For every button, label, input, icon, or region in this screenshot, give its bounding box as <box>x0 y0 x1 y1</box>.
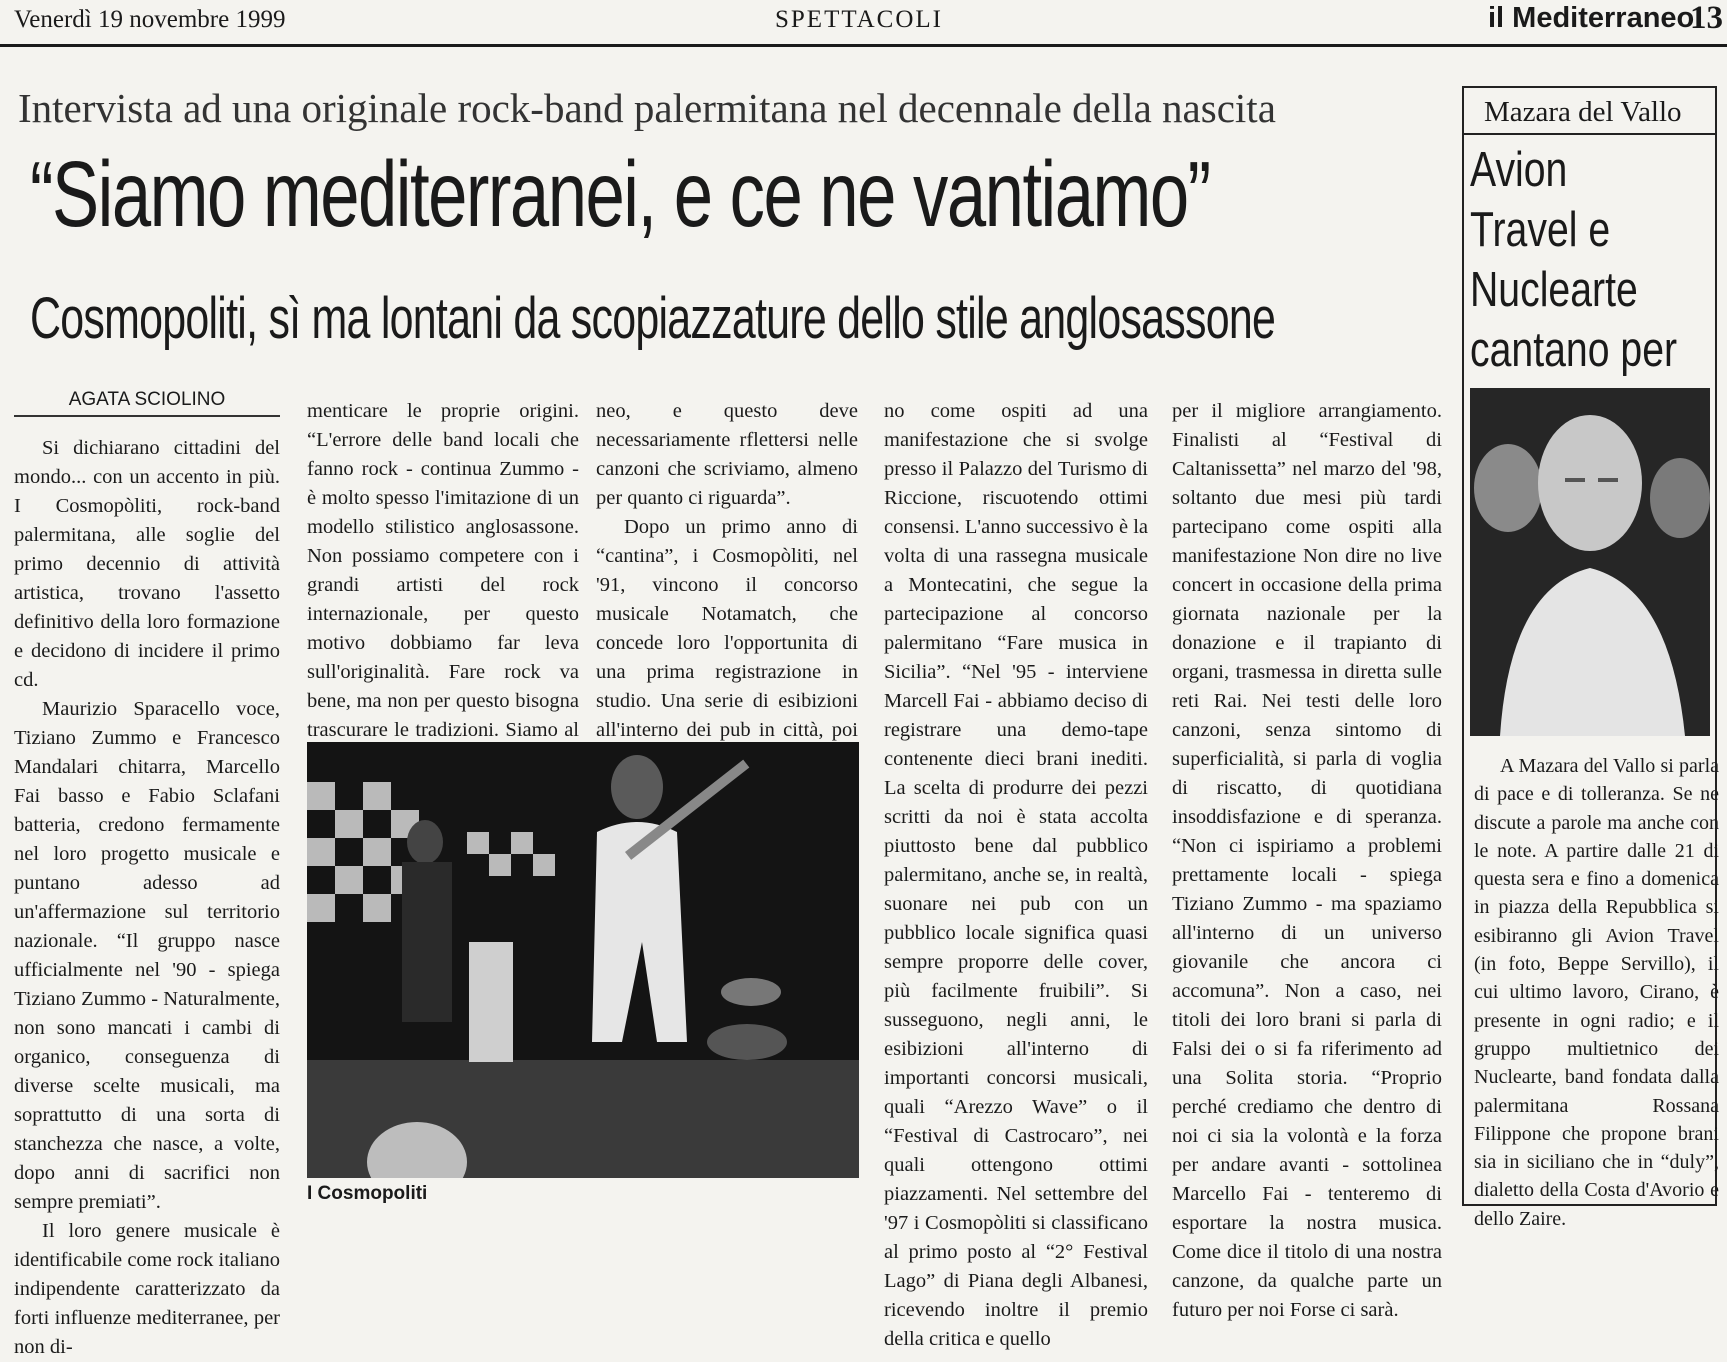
issue-date: Venerdì 19 novembre 1999 <box>14 6 286 33</box>
section-name: SPETTACOLI <box>775 6 943 33</box>
header-divider <box>0 44 1727 47</box>
article-column-5 <box>1172 397 1442 1325</box>
sidebar-divider <box>1462 133 1717 135</box>
photo-caption: I Cosmopoliti <box>307 1183 428 1204</box>
sidebar-photo-image <box>1470 388 1710 736</box>
paragraph: menticare le proprie origini. “L'errore delle band locali che fanno rock - continua Zummo - è molto spesso l'imitazione di un modello stilistico anglosassone. Non possiamo competere con i grandi artisti del rock internazionale, per questo motivo dobbiamo far leva sull'originalità. Fare rock va bene, ma non per questo bisogna trascurare le tradizioni. Siamo al <box>307 400 579 741</box>
byline-divider <box>14 415 280 417</box>
paragraph: per il migliore arrangiamento. Finalisti al “Festival di Caltanissetta” nel marzo del '98, soltanto due mesi più tardi partecipano come ospiti alla manifestazione Non dire no live concert in occasione della prima giornata nazionale per la donazione e il trapianto di organi, trasmessa in diretta sulle reti Rai. Nei testi delle loro canzoni, senza sintomo di superficialità, si parla di voglia di riscatto, di quotidiana insoddisfazione e di speranza. “Non ci ispiriamo a problemi prettamente locali - spiega Tiziano Zummo - ma spaziamo all'interno di un universo giovanile che ancora ci accomuna”. Non a caso, nei titoli dei loro brani si parla di Falsi dei o si fa riferimento ad una Solita storia. “Proprio perché crediamo che dentro di noi ci sia la volontà e la forza per andare avanti - sottolinea Marcello Fai - tenteremo di esportare la nostra musica. Come dice il titolo di una nostra canzone, da qualche parte un futuro per noi Forse ci sarà. <box>1172 400 1442 1321</box>
paragraph: Il loro genere musicale è identificabile come rock italiano indipendente caratterizzato da forti influenze mediterranee, per non di- <box>14 1220 280 1358</box>
paragraph: Dopo un primo anno di “cantina”, i Cosmopòliti, nel '91, vincono il concorso musicale Notamatch, che concede loro l'opportunita di una prima registrazione in studio. Una serie di esibizioni all'interno dei pub in città, poi <box>596 516 858 741</box>
band-photo-image <box>307 742 859 1178</box>
paragraph: Maurizio Sparacello voce, Tiziano Zummo e Francesco Mandalari chitarra, Marcello Fai basso e Fabio Sclafani batteria, credono fermamente nel loro progetto musicale e puntano adesso ad un'affermazione sul territorio nazionale. “Il gruppo nasce ufficialmente nel '90 - spiega Tiziano Zummo - Naturalmente, non sono mancati i cambi di organico, conseguenza di diverse scelte musicali, ma soprattutto di una sorta di stanchezza che nasce, a volte, dopo anni di sacrifici non sempre premiati”. <box>14 698 280 1213</box>
sidebar-photo <box>1470 388 1710 736</box>
article-subtitle: Cosmopoliti, sì ma lontani da scopiazzature dello stile anglosassone <box>30 286 1276 351</box>
sidebar-body <box>1474 752 1719 1233</box>
byline: AGATA SCIOLINO <box>68 389 226 410</box>
article-column-3 <box>596 397 858 774</box>
article-column-2 <box>307 397 579 774</box>
article-column-1 <box>14 434 280 1362</box>
sidebar-kicker: Mazara del Vallo <box>1484 96 1682 128</box>
article-title: “Siamo mediterranei, e ce ne vantiamo” <box>30 142 1210 246</box>
paragraph: no come ospiti ad una manifestazione che si svolge presso il Palazzo del Turismo di Riccione, riscuotendo ottimi consensi. L'anno successivo è la volta di una rassegna musicale a Montecatini, che segue la partecipazione al concorso palermitano “Fare musica in Sicilia”. “Nel '95 - interviene Marcell Fai - abbiamo deciso di registrare una demo-tape contenente dieci brani inediti. La scelta di produrre dei pezzi scritti da noi è stata accolta piuttosto bene dal pubblico palermitano, anche se, in realtà, suonare nei pub con un pubblico locale significa quasi sempre proporre delle cover, più facilmente fruibili”. Si susseguono, negli anni, le esibizioni all'interno di importanti concorsi musicali, quali “Arezzo Wave” o il “Festival di Castrocaro”, nei quali ottengono ottimi piazzamenti. Nel settembre del '97 i Cosmopòliti si classificano al primo posto al “2° Festival Lago” di Piana degli Albanesi, ricevendo inoltre il premio della critica e quello <box>884 400 1148 1350</box>
page-number: 13 <box>1690 0 1723 36</box>
paragraph: Si dichiarano cittadini del mondo... con un accento in più. I Cosmopòliti, rock-band palermitana, alle soglie del primo decennio di attività artistica, trovano l'assetto definitivo della loro formazione e decidono di incidere il primo cd. <box>14 437 280 691</box>
page-header <box>0 0 1727 46</box>
sidebar-title: Avion Travel e Nuclearte cantano per <box>1470 143 1678 377</box>
paragraph: neo, e questo deve necessariamente rflettersi nelle canzoni che scriviamo, almeno per quanto ci riguarda”. <box>596 400 858 509</box>
article-kicker: Intervista ad una originale rock-band palermitana nel decennale della nascita <box>18 85 1276 131</box>
article-column-4 <box>884 397 1148 1354</box>
newspaper-name: il Mediterraneo <box>1488 2 1695 34</box>
band-photo <box>307 742 859 1178</box>
paragraph: A Mazara del Vallo si parla di pace e di tolleranza. Se ne discute a parole ma anche con le note. A partire dalle 21 di questa sera e fino a domenica in piazza della Repubblica si esibiranno gli Avion Travel (in foto, Beppe Servillo), il cui ultimo lavoro, Cirano, è presente in ogni radio; e il gruppo multietnico dei Nuclearte, band fondata dalla palermitana Rossana Filippone che propone brani sia in siciliano che in “duly”, dialetto della Costa d'Avorio e dello Zaire. <box>1474 755 1719 1230</box>
